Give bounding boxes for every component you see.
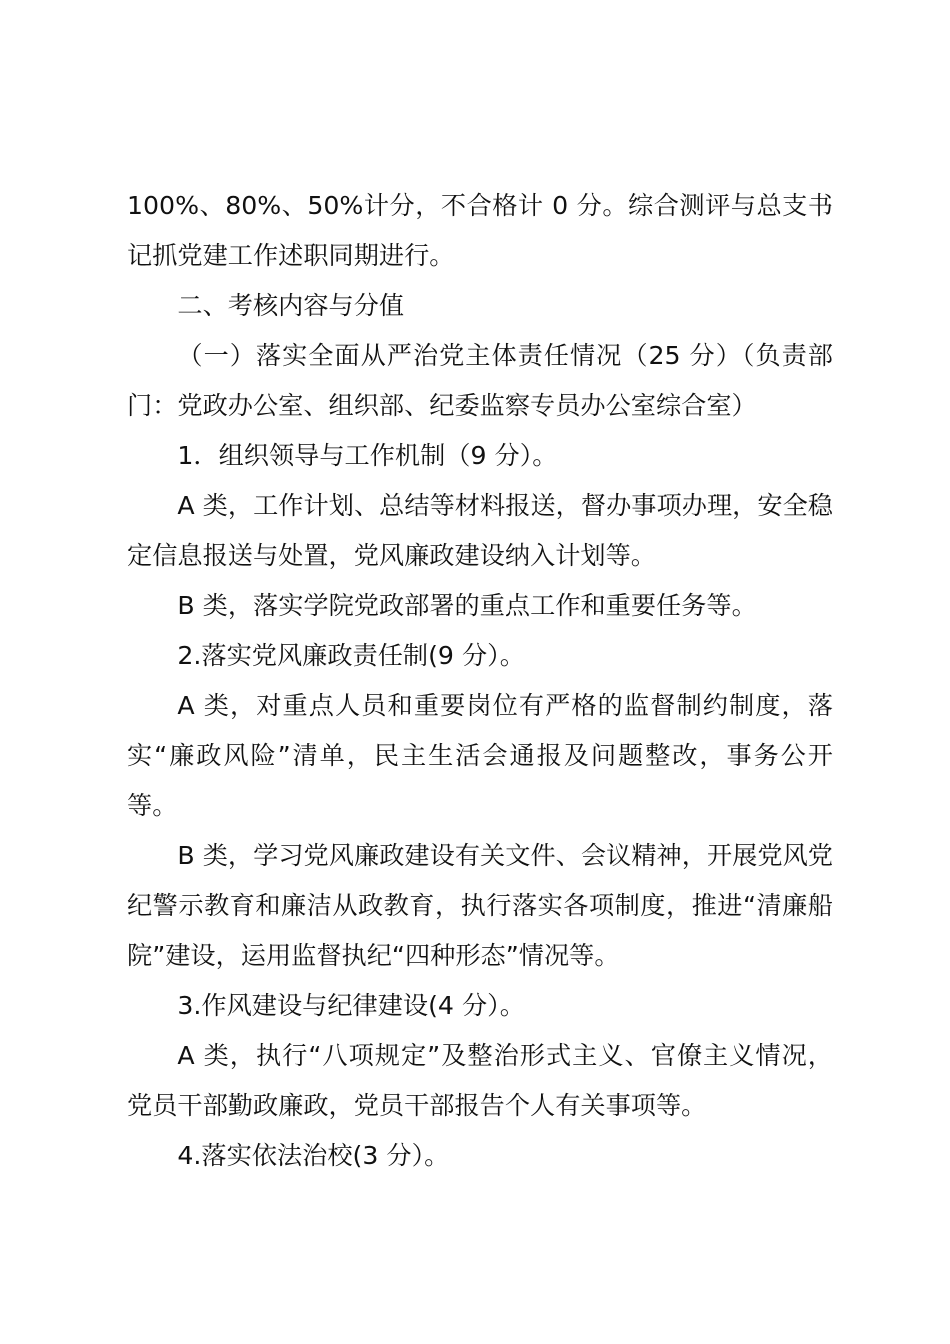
paragraph-scoring-continuation: 100%、80%、50%计分，不合格计 0 分。综合测评与总支书记抓党建工作述职同期进行。 [127,191,833,270]
item-heading-integrity-responsibility: 2.落实党风廉政责任制(9 分）。 [177,641,525,670]
paragraph-category-a-2: A 类，对重点人员和重要岗位有严格的监督制约制度，落实“廉政风险”清单，民主生活会通报及问题整改，事务公开等。 [127,691,833,820]
item-heading-work-style-discipline: 3.作风建设与纪律建设(4 分）。 [177,991,525,1020]
subsection-heading-main-responsibility: （一）落实全面从严治党主体责任情况（25 分）（负责部门：党政办公室、组织部、纪委监察专员办公室综合室） [127,341,833,420]
paragraph-category-b-1: B 类，落实学院党政部署的重点工作和重要任务等。 [177,591,757,620]
item-heading-rule-of-law: 4.落实依法治校(3 分）。 [177,1141,450,1170]
paragraph-category-a-3: A 类，执行“八项规定”及整治形式主义、官僚主义情况，党员干部勤政廉政，党员干部报告个人有关事项等。 [127,1041,833,1120]
section-heading-assessment-content: 二、考核内容与分值 [177,291,405,320]
item-heading-organization-leadership: 1．组织领导与工作机制（9 分）。 [177,441,558,470]
paragraph-category-a-1: A 类，工作计划、总结等材料报送，督办事项办理，安全稳定信息报送与处置，党风廉政建设纳入计划等。 [127,491,833,570]
document-page [127,181,833,1181]
paragraph-category-b-2: B 类，学习党风廉政建设有关文件、会议精神，开展党风党纪警示教育和廉洁从政教育，执行落实各项制度，推进“清廉船院”建设，运用监督执纪“四种形态”情况等。 [127,841,833,970]
